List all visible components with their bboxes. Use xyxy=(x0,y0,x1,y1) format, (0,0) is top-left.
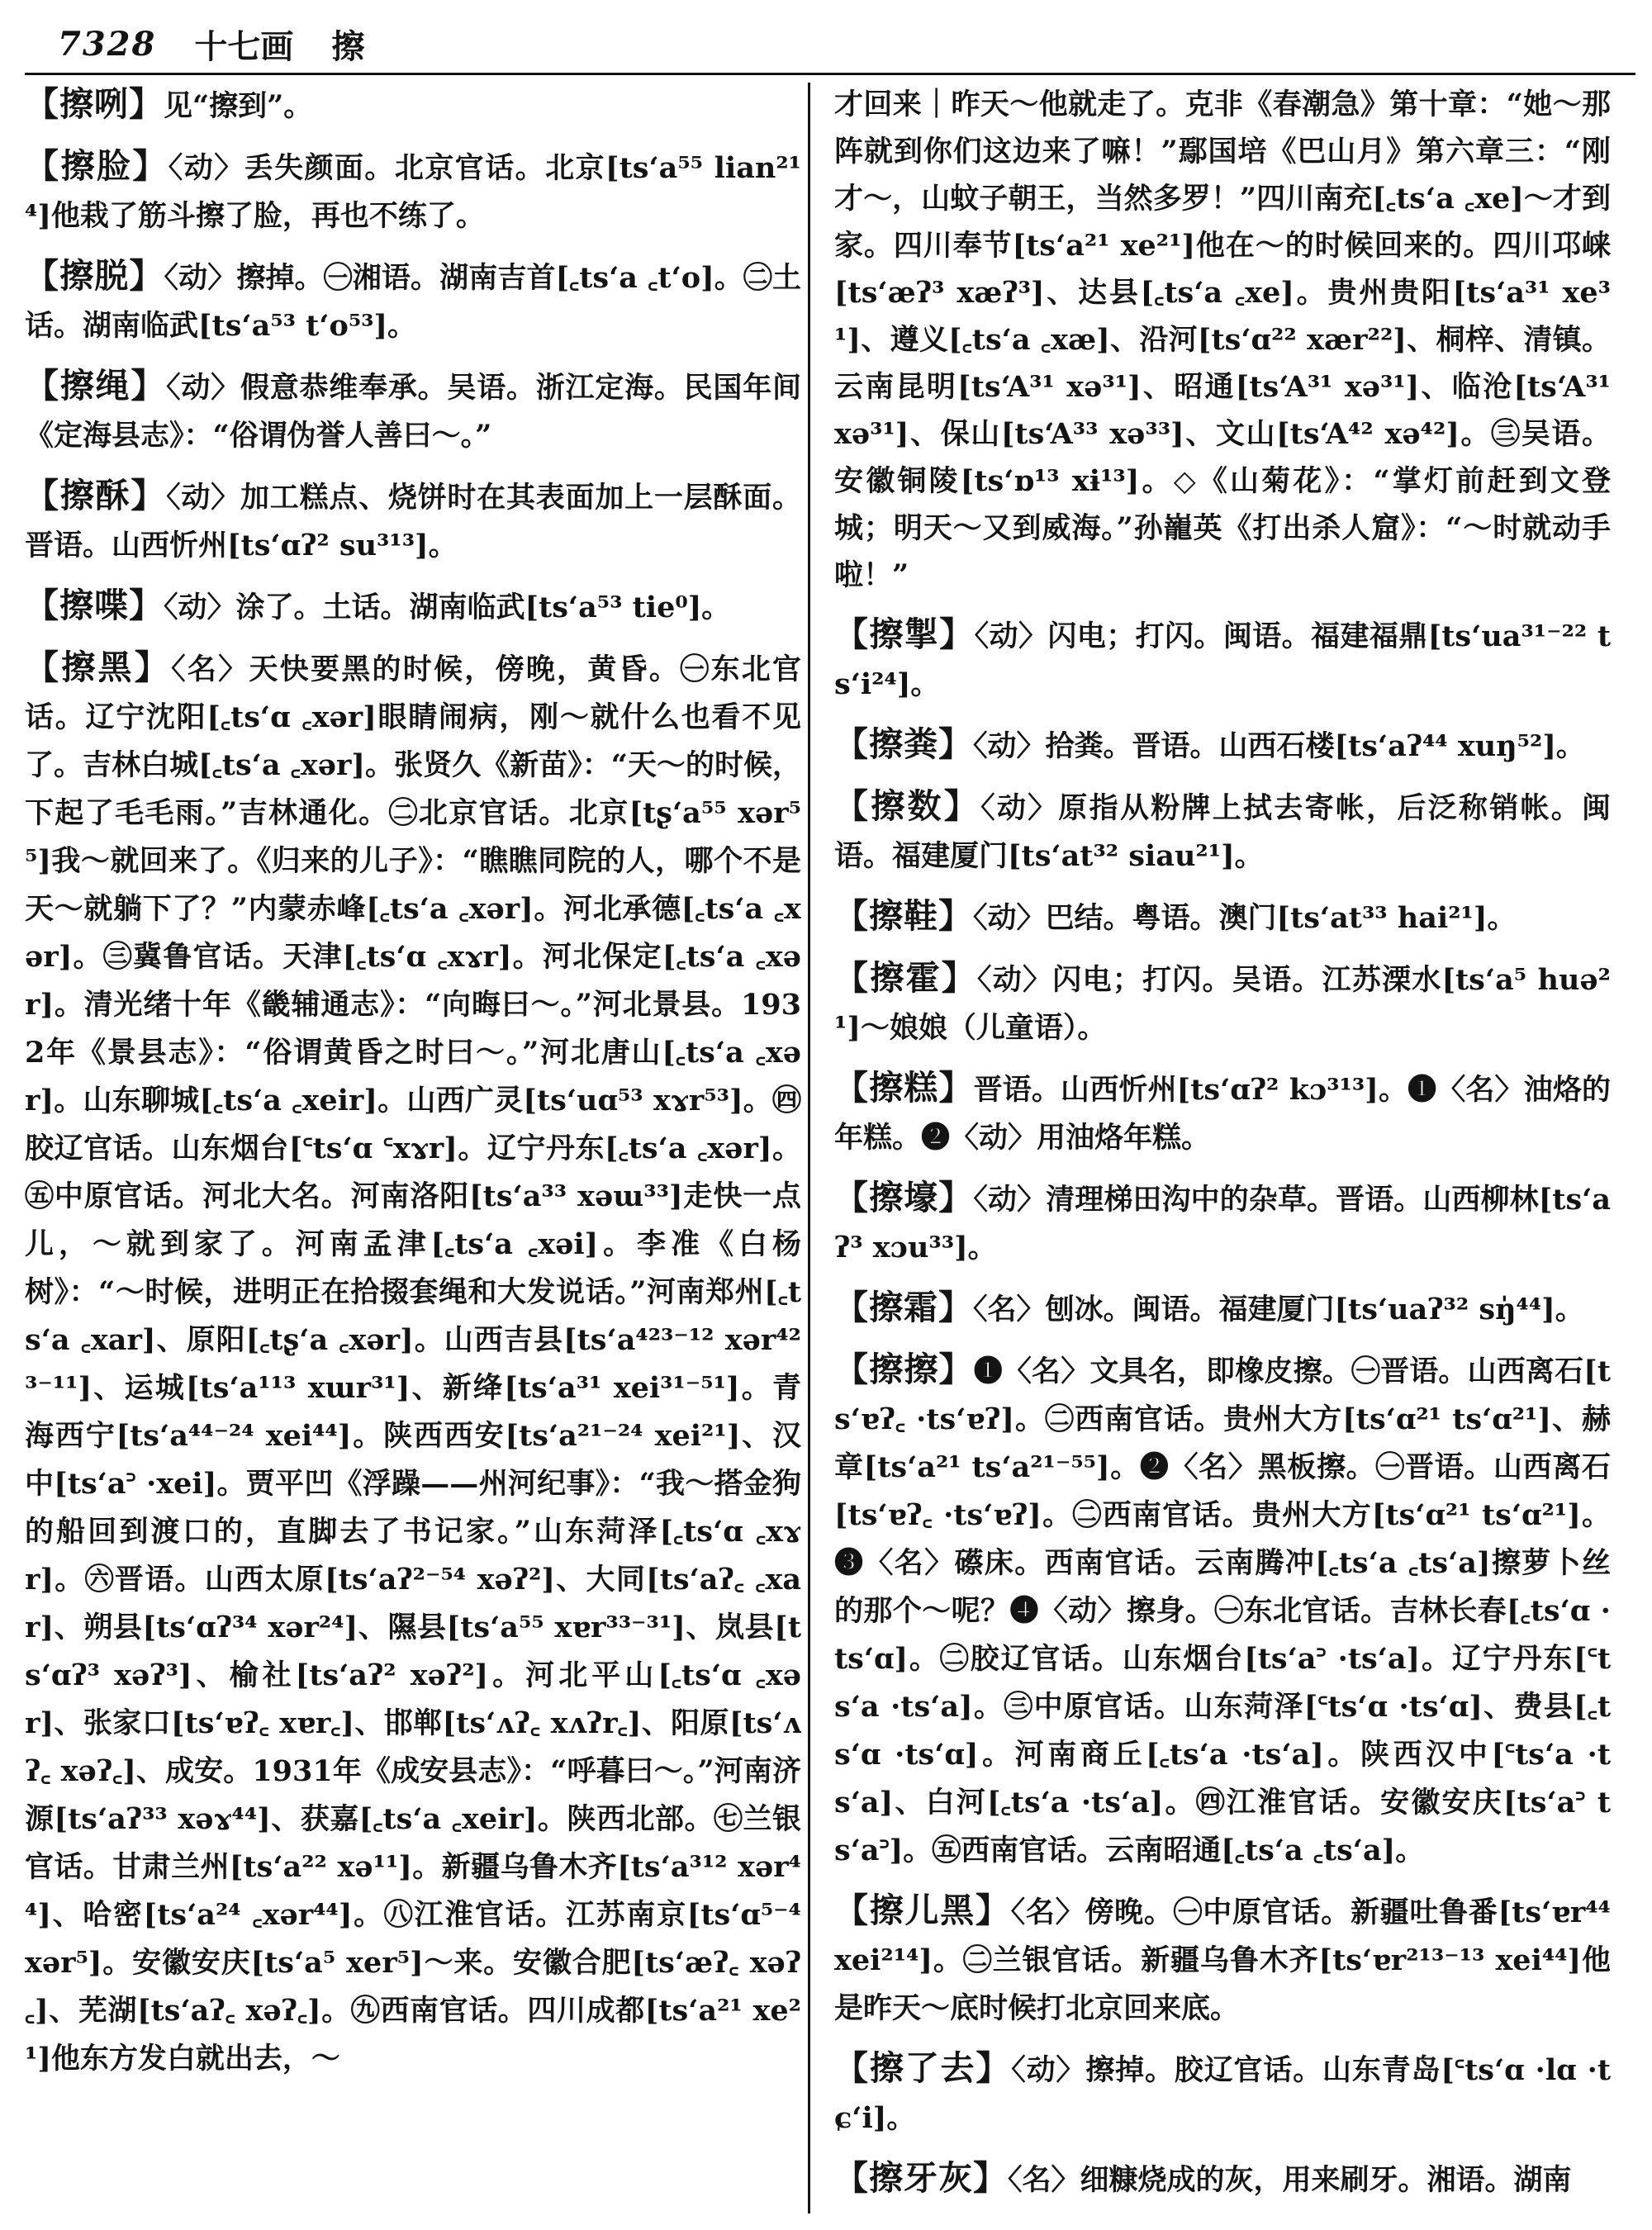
dictionary-entry xyxy=(25,582,801,632)
entry-definition: 〈动〉假意恭维奉承。吴语。浙江定海。民国年间《定海县志》：“俗谓伪誉人善曰～。” xyxy=(25,371,801,453)
entry-headword: 【擦粪】 xyxy=(834,724,973,764)
entry-headword: 【擦数】 xyxy=(834,786,981,826)
dictionary-entry xyxy=(834,2045,1611,2142)
dictionary-entry xyxy=(25,143,801,240)
entry-definition: ❶〈名〉文具名，即橡皮擦。㊀晋语。山西离石[ts‘ɐʔ꜀ ·ts‘ɐʔ]。㊁西南官话。贵州大方[ts‘ɑ²¹ ts‘ɑ²¹]、赫章[ts‘a²¹ ts‘a²¹⁻⁵⁵]。❷〈名〉黑板擦。㊀晋语。山西离石[ts‘ɐʔ꜀ ·ts‘ɐʔ]。㊁西南官话。贵州大方[ts‘ɑ²¹ ts‘ɑ²¹]。❸〈名〉礤床。西南官话。云南腾冲[꜀ts‘a ꜀ts‘a]擦萝卜丝的那个～呢？❹〈动〉擦身。㊀东北官话。吉林长春[꜀ts‘ɑ ·ts‘ɑ]。㊁胶辽官话。山东烟台[ts‘a꜄ ·ts‘a]。辽宁丹东[꜂ts‘a ·ts‘a]。㊂中原官话。山东菏泽[꜂ts‘ɑ ·ts‘ɑ]、费县[꜀ts‘ɑ ·ts‘ɑ]。河南商丘[꜀ts‘a ·ts‘a]。陕西汉中[꜂ts‘a ·ts‘a]、白河[꜀ts‘a ·ts‘a]。㊃江淮官话。安徽安庆[ts‘a꜄ ts‘a꜄]。㊄西南官话。云南昭通[꜀ts‘a ꜀ts‘a]。 xyxy=(834,1355,1611,1867)
entry-headword: 【擦酥】 xyxy=(25,476,167,515)
continued-entry-text: 才回来｜昨天～他就走了。克非《春潮急》第十章：“她～那阵就到你们这边来了嘛！”鄢国培《巴山月》第六章三：“刚才～，山蚊子朝王，当然多罗！”四川南充[꜀ts‘a ꜀xe]～才到家。四川奉节[ts‘a²¹ xe²¹]他在～的时候回来的。四川邛崃[ts‘æʔ³ xæʔ³]、达县[꜀ts‘a ꜀xe]。贵州贵阳[ts‘a³¹ xe³¹]、遵义[꜀ts‘a ꜀xæ]、沿河[ts‘ɑ²² xær²²]、桐梓、清镇。云南昆明[ts‘A³¹ xə³¹]、昭通[ts‘A³¹ xə³¹]、临沧[ts‘A³¹ xə³¹]、保山[ts‘A³³ xə³³]、文山[ts‘A⁴² xə⁴²]。㊂吴语。安徽铜陵[ts‘ɒ¹³ xɨ¹³]。◇《山菊花》：“掌灯前赶到文登城；明天～又到威海。”孙巃英《打出杀人窟》：“～时就动手啦！” xyxy=(834,88,1611,592)
entry-headword: 【擦脸】 xyxy=(25,146,169,186)
entry-definition: 〈动〉原指从粉牌上拭去寄帐，后泛称销帐。闽语。福建厦门[ts‘at³² siau²¹]。 xyxy=(834,791,1611,873)
dictionary-entry xyxy=(834,611,1611,709)
dictionary-entry xyxy=(834,721,1611,771)
entry-headword: 【擦霜】 xyxy=(834,1288,973,1327)
entry-definition: 晋语。山西忻州[ts‘ɑʔ² kɔ³¹³]。❶〈名〉油烙的年糕。❷〈动〉用油烙年糕。 xyxy=(834,1073,1611,1155)
entry-definition: 〈动〉擦掉。㊀湘语。湖南吉首[꜀ts‘a ꜀t‘o]。㊁土话。湖南临武[ts‘a⁵³ t‘o⁵³]。 xyxy=(25,261,801,343)
entry-definition: 〈动〉拾粪。晋语。山西石楼[ts‘aʔ⁴⁴ xuŋ⁵²]。 xyxy=(973,729,1585,763)
column-divider xyxy=(808,83,810,2213)
entry-definition: 见“擦到”。 xyxy=(164,89,313,123)
entry-headword: 【擦黑】 xyxy=(25,648,172,687)
entry-headword: 【擦了去】 xyxy=(834,2048,1012,2088)
entry-headword: 【擦霍】 xyxy=(834,958,977,998)
entry-headword: 【擦糕】 xyxy=(834,1068,974,1108)
entry-definition: 〈名〉细糠烧成的灰，用来刷牙。湘语。湖南 xyxy=(1008,2163,1572,2197)
entry-headword: 【擦喋】 xyxy=(25,586,164,625)
stroke-section: 十七画 xyxy=(194,26,294,66)
entry-headword: 【擦儿黑】 xyxy=(834,1891,1011,1930)
header-rule xyxy=(25,73,1635,75)
entry-definition: 〈名〉天快要黑的时候，傍晚，黄昏。㊀东北官话。辽宁沈阳[꜀ts‘ɑ ꜀xər]眼睛闹病，刚～就什么也看不见了。吉林白城[꜀ts‘a ꜀xər]。张贤久《新苗》：“天～的时候，下起了毛毛雨。”吉林通化。㊁北京官话。北京[tʂ‘a⁵⁵ xər⁵⁵]我～就回来了。《归来的儿子》：“瞧瞧同院的人，哪个不是天～就躺下了？”内蒙赤峰[꜀ts‘a ꜀xər]。河北承德[꜀ts‘a ꜀xər]。㊂冀鲁官话。天津[꜀ts‘ɑ ꜀xɤr]。河北保定[꜀ts‘a ꜀xər]。清光绪十年《畿辅通志》：“向晦曰～。”河北景县。1932年《景县志》：“俗谓黄昏之时曰～。”河北唐山[꜀ts‘a ꜀xər]。山东聊城[꜀ts‘a ꜀xeir]。山西广灵[ts‘uɑ⁵³ xɤr⁵³]。㊃胶辽官话。山东烟台[꜂ts‘ɑ ꜂xɤr]。辽宁丹东[꜀ts‘a ꜀xər]。㊄中原官话。河北大名。河南洛阳[ts‘a³³ xəɯ³³]走快一点儿，～就到家了。河南孟津[꜀ts‘a ꜀xəi]。李准《白杨树》：“～时候，进明正在拾掇套绳和大发说话。”河南郑州[꜀ts‘a ꜀xar]、原阳[꜀tʂ‘a ꜀xər]。山西吉县[ts‘a⁴²³⁻¹² xər⁴²³⁻¹¹]、运城[ts‘a¹¹³ xɯr³¹]、新绛[ts‘a³¹ xei³¹⁻⁵¹]。青海西宁[ts‘a⁴⁴⁻²⁴ xei⁴⁴]。陕西西安[ts‘a²¹⁻²⁴ xei²¹]、汉中[ts‘a꜄ ·xei]。贾平凹《浮躁——州河纪事》：“我～搭金狗的船回到渡口的，直脚去了书记家。”山东菏泽[꜀ts‘ɑ ꜀xɤr]。㊅晋语。山西太原[ts‘aʔ²⁻⁵⁴ xəʔ²]、大同[ts‘aʔ꜀ ꜀xar]、朔县[ts‘ɑʔ³⁴ xər²⁴]、隰县[ts‘a⁵⁵ xɐr³³⁻³¹]、岚县[ts‘ɑʔ³ xəʔ³]、榆社[ts‘aʔ² xəʔ²]。河北平山[꜀ts‘ɑ ꜀xər]、张家口[ts‘ɐʔ꜀ xɐr꜀]、邯郸[ts‘ʌʔ꜀ xʌʔr꜀]、阳原[ts‘ʌʔ꜀ xəʔ꜀]、成安。1931年《成安县志》：“呼暮曰～。”河南济源[ts‘aʔ³³ xəɤ⁴⁴]、获嘉[꜀ts‘a ꜀xeir]。陕西北部。㊆兰银官话。甘肃兰州[ts‘a²² xə¹¹]。新疆乌鲁木齐[ts‘a³¹² xər⁴⁴]、哈密[ts‘a²⁴ ꜀xər⁴⁴]。㊇江淮官话。江苏南京[ts‘ɑ⁵⁻⁴ xər⁵]。安徽安庆[ts‘a⁵ xer⁵]～来。安徽合肥[ts‘æʔ꜀ xəʔ꜀]、芜湖[ts‘aʔ꜀ xəʔ꜀]。㊈西南官话。四川成都[ts‘a²¹ xe²¹]他东方发白就出去，～ xyxy=(25,652,801,2076)
page-number: 7328 xyxy=(58,24,157,64)
dictionary-entry xyxy=(25,644,801,2083)
entry-definition: 〈动〉丢失颜面。北京官话。北京[ts‘a⁵⁵ lian²¹⁴]他栽了筋斗擦了脸，再也不练了。 xyxy=(25,151,801,233)
page-header xyxy=(58,18,1611,69)
dictionary-entry xyxy=(834,1887,1611,2033)
dictionary-entry xyxy=(25,81,801,130)
entry-definition: 〈动〉巴结。粤语。澳门[ts‘at³³ hai²¹]。 xyxy=(973,901,1517,935)
entry-headword: 【擦掣】 xyxy=(834,614,975,654)
dictionary-entry xyxy=(834,2155,1611,2204)
entry-definition: 〈动〉涂了。土话。湖南临武[ts‘a⁵³ tie⁰]。 xyxy=(164,591,731,624)
entry-headword: 【擦壕】 xyxy=(834,1178,974,1217)
dictionary-entry xyxy=(834,783,1611,880)
right-column xyxy=(834,81,1611,2228)
entry-definition: 〈动〉闪电；打闪。闽语。福建福鼎[ts‘ua³¹⁻²² ts‘i²⁴]。 xyxy=(834,619,1611,701)
entry-headword: 【擦绳】 xyxy=(25,366,167,406)
entry-definition: 〈名〉傍晚。㊀中原官话。新疆吐鲁番[ts‘ɐr⁴⁴ xei²¹⁴]。㊁兰银官话。新疆乌鲁木齐[ts‘ɐr²¹³⁻¹³ xei⁴⁴]他是昨天～底时候打北京回来底。 xyxy=(834,1896,1611,2025)
entry-headword: 【擦咧】 xyxy=(25,84,164,124)
left-column xyxy=(25,81,801,2228)
entry-definition: 〈名〉刨冰。闽语。福建厦门[ts‘uaʔ³² sŋ̍⁴⁴]。 xyxy=(973,1293,1584,1326)
dictionary-entry xyxy=(834,1065,1611,1162)
dictionary-entry xyxy=(25,363,801,460)
dictionary-entry xyxy=(834,955,1611,1052)
entry-definition: 〈动〉加工糕点、烧饼时在其表面加上一层酥面。晋语。山西忻州[ts‘ɑʔ² su³¹³]。 xyxy=(25,481,801,562)
entry-headword: 【擦牙灰】 xyxy=(834,2158,1008,2198)
entry-definition: 〈动〉闪电；打闪。吴语。江苏溧水[ts‘a⁵ huə²¹]～娘娘（儿童语）。 xyxy=(834,963,1611,1045)
dictionary-entry xyxy=(25,472,801,570)
entry-headword: 【擦脱】 xyxy=(25,256,164,296)
entry-headword: 【擦擦】 xyxy=(834,1350,974,1389)
dictionary-entry xyxy=(834,1174,1611,1272)
dictionary-entry xyxy=(834,1346,1611,1875)
dictionary-entry xyxy=(834,893,1611,942)
dictionary-entry xyxy=(25,253,801,350)
entry-headword: 【擦鞋】 xyxy=(834,896,973,936)
entry-definition: 〈动〉擦掉。胶辽官话。山东青岛[꜂ts‘ɑ ·lɑ ·tɕ‘i]。 xyxy=(834,2053,1611,2135)
entry-definition: 〈动〉清理梯田沟中的杂草。晋语。山西柳林[ts‘aʔ³ xɔu³³]。 xyxy=(834,1183,1611,1264)
dictionary-entry xyxy=(834,1284,1611,1334)
head-character: 擦 xyxy=(331,26,365,66)
